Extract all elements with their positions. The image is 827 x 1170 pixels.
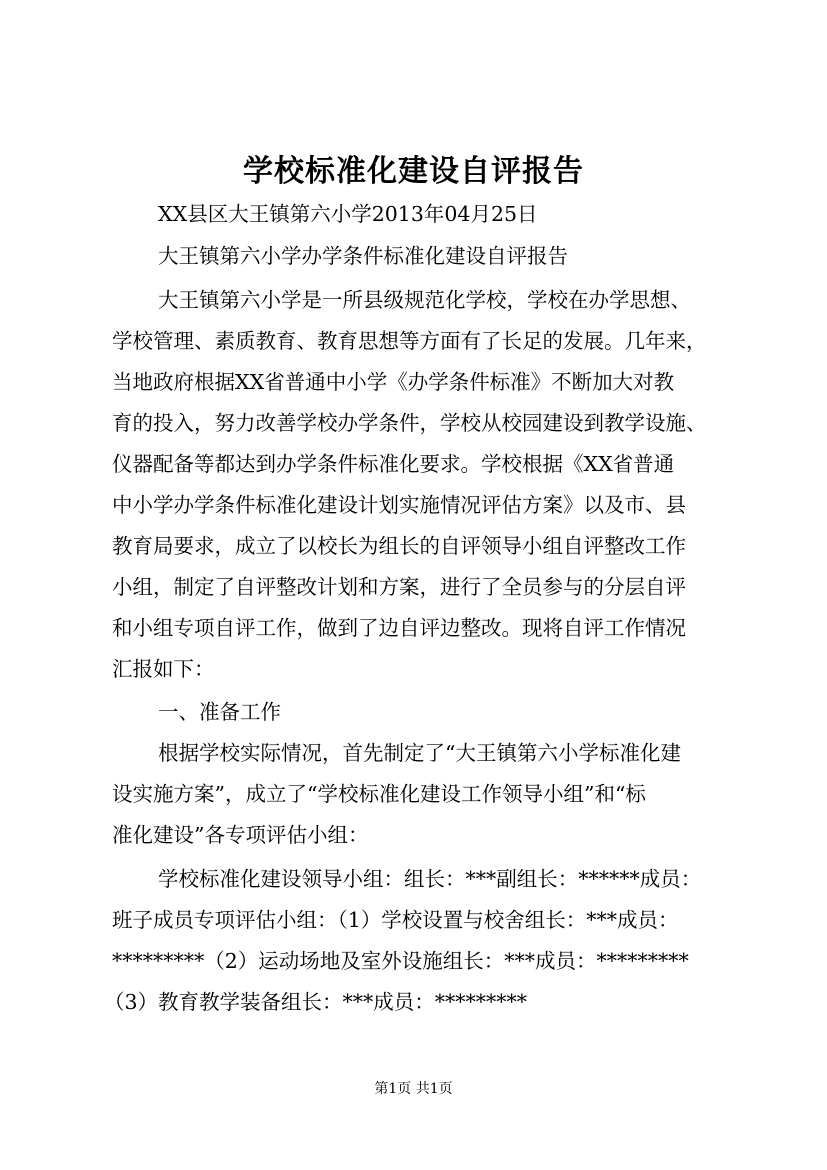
document-title: 学校标准化建设自评报告 — [243, 154, 584, 189]
paragraph-line: 根据学校实际情况，首先制定了“大王镇第六小学标准化建 — [158, 741, 681, 765]
page-footer: 第1页 共1页 — [374, 1081, 453, 1097]
paragraph-line: 和小组专项自评工作，做到了边自评边整改。现将自评工作情况 — [112, 616, 686, 640]
paragraph-line: （3）教育教学装备组长：***成员：********* — [104, 990, 528, 1014]
paragraph-line: 班子成员专项评估小组：（1）学校设置与校舍组长：***成员： — [112, 908, 679, 932]
report-subtitle: 大王镇第六小学办学条件标准化建设自评报告 — [158, 244, 568, 268]
date-line: XX县区大王镇第六小学2013年04月25日 — [158, 202, 538, 226]
paragraph-line: 学校标准化建设领导小组：组长：***副组长：******成员： — [158, 867, 702, 891]
paragraph-line: 学校管理、素质教育、教育思想等方面有了长足的发展。几年来， — [112, 329, 707, 353]
paragraph-line: 当地政府根据XX省普通中小学《办学条件标准》不断加大对教 — [112, 370, 675, 394]
paragraph-line: 准化建设”各专项评估小组： — [112, 823, 369, 847]
paragraph-line: 汇报如下： — [112, 657, 215, 681]
paragraph-line: 大王镇第六小学是一所县级规范化学校，学校在办学思想、 — [158, 288, 691, 312]
paragraph-line: 育的投入，努力改善学校办学条件，学校从校园建设到教学设施、 — [112, 411, 707, 435]
paragraph-line: 小组，制定了自评整改计划和方案，进行了全员参与的分层自评 — [112, 575, 686, 599]
paragraph-line: 设实施方案”，成立了“学校标准化建设工作领导小组”和“标 — [112, 782, 646, 806]
paragraph-line: *********（2）运动场地及室外设施组长：***成员：********* — [112, 949, 689, 973]
section-heading: 一、准备工作 — [158, 700, 281, 724]
paragraph-line: 教育局要求，成立了以校长为组长的自评领导小组自评整改工作 — [112, 534, 686, 558]
paragraph-line: 中小学办学条件标准化建设计划实施情况评估方案》以及市、县 — [112, 493, 686, 517]
paragraph-line: 仪器配备等都达到办学条件标准化要求。学校根据《XX省普通 — [112, 452, 675, 476]
